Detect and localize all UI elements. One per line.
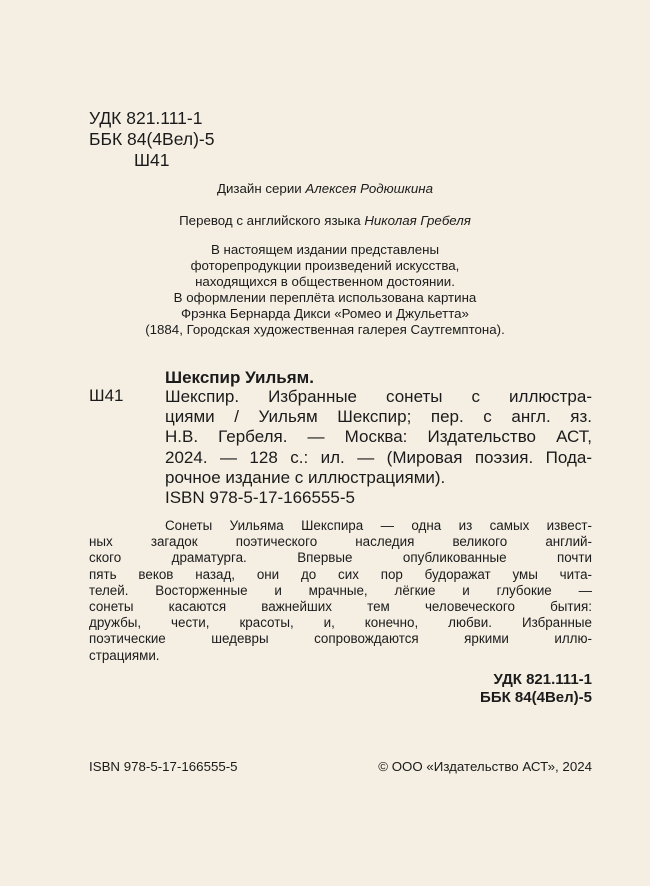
classification-codes-top <box>89 108 214 171</box>
bbk-code-bottom: ББК 84(4Вел)-5 <box>480 689 592 706</box>
translation-credit-prefix: Перевод с английского языка <box>179 213 365 228</box>
bbk-code: ББК 84(4Вел)-5 <box>89 129 215 149</box>
annotation-line: дружбы, чести, красоты, и, конечно, любви. Избранные <box>89 615 592 631</box>
copyright-notice: © ООО «Издательство АСТ», 2024 <box>378 759 592 774</box>
footer-isbn: ISBN 978-5-17-166555-5 <box>89 759 238 774</box>
translator-name: Николая Гребеля <box>364 213 471 228</box>
udk-code: УДК 821.111-1 <box>89 108 203 128</box>
description-line: 2024. — 128 с.: ил. — (Мировая поэзия. Пода- <box>165 447 592 467</box>
annotation-line: ского драматурга. Впервые опубликованные почти <box>89 550 592 566</box>
isbn-entry: ISBN 978-5-17-166555-5 <box>165 488 355 507</box>
author-heading: Шекспир Уильям. <box>165 368 314 387</box>
annotation-line: сонеты касаются важнейших тем человеческого бытия: <box>89 598 592 614</box>
annotation-line: пять веков назад, они до сих пор будоражат умы чита- <box>89 566 592 582</box>
annotation-line: ных загадок поэтического наследия великого англий- <box>89 534 592 550</box>
annotation-line: поэтические шедевры сопровождаются яркими иллю- <box>89 631 592 647</box>
image-rights-notice <box>60 242 590 338</box>
annotation-line: страциями. <box>89 647 160 663</box>
classification-codes-bottom <box>420 671 592 707</box>
notice-line: находящихся в общественном достоянии. <box>195 274 455 289</box>
notice-line: В настоящем издании представлены <box>210 242 440 257</box>
annotation <box>89 518 592 664</box>
bibliographic-author-mark: Ш41 <box>89 386 124 405</box>
notice-line: В оформлении переплёта использована картина <box>173 290 477 305</box>
annotation-line: Сонеты Уильяма Шекспира — одна из самых извест- <box>165 518 592 533</box>
notice-line: фоторепродукции произведений искусства, <box>190 258 460 273</box>
designer-name: Алексея Родюшкина <box>305 181 433 196</box>
description-line: рочное издание с иллюстрациями). <box>165 467 446 487</box>
series-design-credit <box>60 181 590 197</box>
notice-line: (1884, Городская художественная галерея Саутгемптона). <box>145 322 505 337</box>
translation-credit <box>60 213 590 229</box>
notice-line: Фрэнка Бернарда Дикси «Ромео и Джульетта» <box>181 306 469 321</box>
description-line: циями / Уильям Шекспир; пер. с англ. яз. <box>165 407 592 427</box>
description-line: Н.В. Гербеля. — Москва: Издательство АСТ, <box>165 427 592 447</box>
design-credit-prefix: Дизайн серии <box>216 181 306 196</box>
author-mark: Ш41 <box>134 150 170 170</box>
annotation-line: телей. Восторженные и мрачные, лёгкие и глубокие — <box>89 582 592 598</box>
udk-code-bottom: УДК 821.111-1 <box>493 671 592 688</box>
bibliographic-description <box>165 387 592 488</box>
description-line: Шекспир. Избранные сонеты с иллюстра- <box>165 387 592 406</box>
